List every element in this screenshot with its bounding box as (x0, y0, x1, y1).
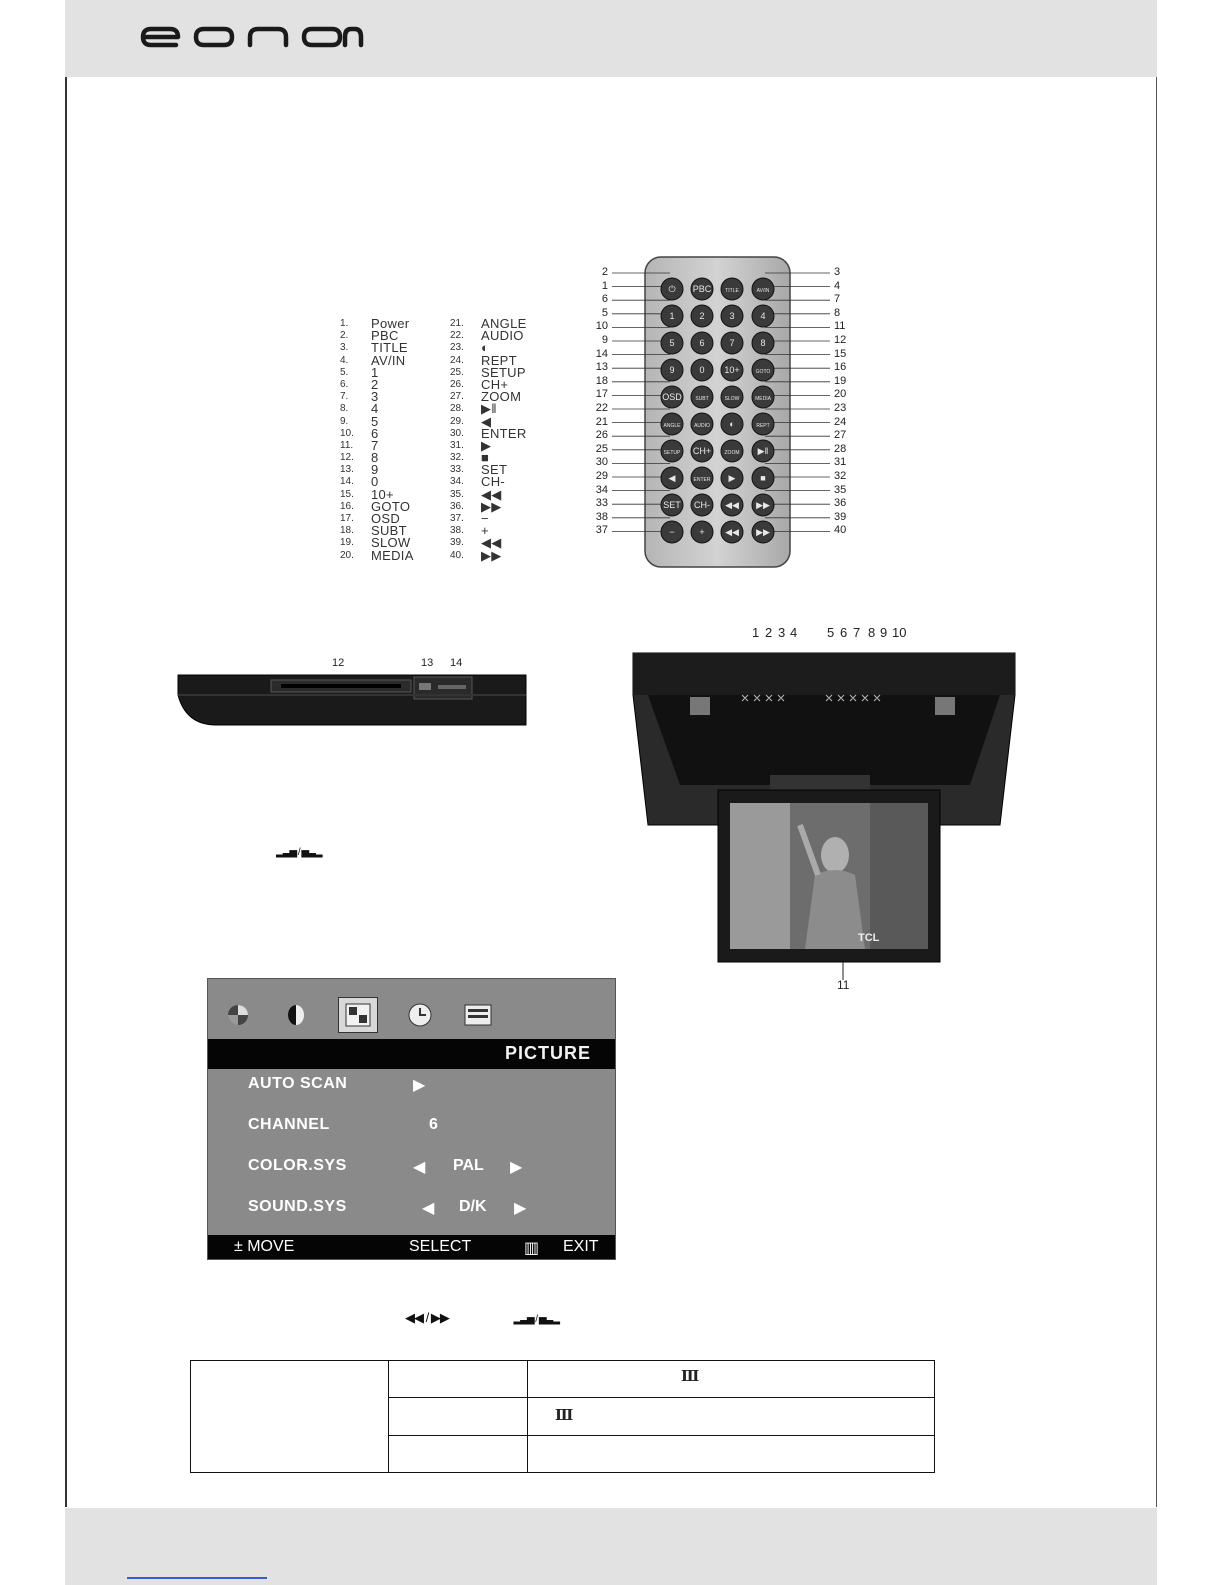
volume-icon: ▂▃▅ / ▅▃▂ (276, 847, 322, 858)
ceiling-top-label: 7 (853, 625, 861, 640)
legend-label: SUBT (371, 523, 407, 539)
remote-button-label: OSD (662, 392, 682, 402)
prev-next-icon: ◀◀ / ▶▶ (405, 1310, 449, 1325)
legend-number: 32. (450, 452, 464, 464)
remote-button-label: 9 (669, 365, 675, 375)
clock-icon[interactable] (404, 999, 436, 1031)
remote-button-label: SETUP (663, 450, 681, 456)
roman-numeral: Ⅲ (555, 1406, 574, 1425)
remote-button-label: ▶‖ (757, 446, 769, 456)
osd-row-key: COLOR.SYS (248, 1157, 347, 1174)
ceiling-label-11: 11 (837, 978, 850, 992)
legend-item (450, 403, 560, 415)
roman-numeral: Ⅲ (681, 1367, 700, 1385)
legend-number: 28. (450, 403, 464, 415)
legend-item (450, 464, 560, 476)
remote-button-label: ◐ (729, 419, 735, 429)
osd-row-value: PAL (453, 1157, 484, 1174)
legend-number: 4. (340, 354, 349, 366)
legend-number: 37. (450, 513, 464, 524)
osd-picture-menu (207, 978, 616, 1260)
callout-number: 9 (601, 334, 608, 346)
callout-number: 28 (834, 442, 847, 455)
remote-button-label: 4 (760, 311, 766, 321)
osd-title: PICTURE (504, 1043, 591, 1063)
legend-item (340, 476, 450, 488)
legend-number: 21. (450, 318, 464, 329)
legend-number: 25. (450, 366, 464, 378)
legend-number: 34. (450, 476, 464, 488)
remote-button-label: 7 (729, 338, 735, 348)
remote-button-label: AUDIO (694, 423, 710, 429)
legend-number: 7. (340, 391, 349, 403)
legend-label: − (481, 511, 489, 526)
osd-row-sound-sys[interactable] (248, 1196, 608, 1220)
legend-number: 24. (450, 354, 464, 366)
callout-number: 39 (834, 510, 847, 523)
screen-logo: TCL (858, 932, 880, 944)
legend-item (340, 352, 450, 368)
legend-item (340, 403, 450, 415)
osd-row-value: 6 (429, 1116, 438, 1133)
legend-number: 26. (450, 378, 464, 390)
legend-item (340, 413, 450, 429)
callout-number: 31 (834, 456, 847, 469)
right-arrow-icon[interactable]: ▶ (510, 1159, 523, 1176)
callout-number: 17 (595, 388, 608, 401)
legend-column-right (450, 318, 560, 562)
legend-number: 20. (340, 549, 354, 561)
legend-label: 5 (371, 413, 379, 429)
callout-number: 34 (595, 483, 608, 496)
callout-number: 10 (595, 320, 608, 333)
legend-number: 2. (340, 330, 349, 342)
legend-label: REPT (481, 352, 517, 368)
callout-number: 25 (595, 442, 608, 455)
legend-item (340, 464, 450, 476)
legend-label: 9 (371, 462, 379, 478)
callout-number: 5 (601, 306, 608, 319)
legend-label: MEDIA (371, 547, 414, 563)
legend-label: ◀◀ (481, 535, 502, 551)
remote-control-image (590, 255, 860, 575)
legend-number: 35. (450, 488, 464, 500)
legend-label: 4 (371, 401, 379, 417)
table-cell (389, 1398, 528, 1435)
legend-label: 3 (371, 389, 379, 405)
legend-number: 8. (340, 403, 349, 415)
legend-number: 40. (450, 549, 464, 561)
legend-item (450, 537, 560, 549)
table-row (191, 1361, 935, 1398)
remote-button-label: PBC (692, 284, 712, 294)
callout-number: 23 (834, 402, 847, 414)
legend-item (340, 391, 450, 403)
legend-column-left (340, 318, 450, 562)
callout-number: 1 (601, 279, 608, 292)
legend-number: 16. (340, 500, 354, 512)
legend-label: ANGLE (481, 316, 527, 331)
callout-number: 40 (834, 524, 847, 537)
legend-item (450, 486, 560, 502)
remote-button-label: ENTER (693, 477, 711, 483)
legend-label: ◐ (481, 340, 490, 356)
dvd-front-panel (176, 655, 531, 735)
legend-label: ■ (481, 450, 490, 466)
remote-button-label: SET (663, 500, 681, 510)
legend-label: ENTER (481, 425, 527, 441)
callout-number: 7 (834, 293, 841, 306)
legend-number: 11. (340, 439, 354, 451)
table-cell (528, 1398, 935, 1435)
remote-button-label: REPT (756, 423, 770, 429)
callout-number: 36 (834, 497, 847, 510)
spec-table (190, 1360, 935, 1473)
page-border-right (1156, 77, 1157, 1507)
legend-label: SLOW (371, 535, 411, 551)
page-footer (65, 1508, 1157, 1585)
osd-row-auto-scan[interactable] (248, 1073, 608, 1097)
legend-label: 2 (371, 376, 379, 392)
callout-number: 8 (834, 306, 841, 319)
remote-button-label: CH+ (692, 446, 712, 456)
remote-button-label: 3 (729, 311, 735, 321)
callout-number: 11 (834, 320, 846, 333)
legend-number: 12. (340, 452, 354, 464)
osd-row-key: SOUND.SYS (248, 1198, 347, 1215)
legend-label: ▶‖ (481, 401, 497, 417)
legend-number: 14. (340, 476, 354, 488)
legend-number: 33. (450, 464, 464, 476)
ceiling-top-label: 6 (840, 625, 848, 640)
legend-item (450, 391, 560, 403)
callout-number: 6 (601, 293, 608, 306)
remote-button-label: ■ (760, 473, 766, 483)
callout-number: 15 (834, 347, 847, 360)
callout-number: 14 (595, 347, 608, 360)
ceiling-top-label: 3 (778, 625, 786, 640)
remote-button-label: TITLE (725, 288, 739, 294)
legend-label: AUDIO (481, 328, 524, 344)
legend-number: 30. (450, 427, 464, 439)
legend-number: 1. (340, 318, 349, 329)
osd-row-key: CHANNEL (248, 1116, 330, 1133)
legend-label: SET (481, 462, 508, 478)
legend-item (450, 476, 560, 488)
remote-button-label: 2 (699, 311, 705, 321)
legend-label: + (481, 523, 489, 539)
table-cell (528, 1435, 935, 1472)
osd-select-hint: SELECT (409, 1238, 472, 1255)
legend-item (340, 376, 450, 392)
picture-tab-icon[interactable] (338, 997, 378, 1033)
legend-item (450, 547, 560, 563)
volume-icon: ▂▃▅ / ▅▃▂ (513, 1314, 559, 1325)
callout-number: 26 (595, 429, 608, 442)
legend-label: Power (371, 316, 410, 331)
legend-label: ◀◀ (481, 486, 502, 502)
remote-button-label: ZOOM (724, 450, 740, 456)
legend-number: 13. (340, 464, 354, 476)
legend-item (450, 525, 560, 537)
callout-number: 19 (834, 374, 847, 387)
legend-number: 22. (450, 330, 464, 342)
remote-button-label: 6 (699, 338, 705, 348)
ceiling-top-label: 5 (827, 625, 835, 640)
ceiling-monitor-image (630, 625, 1020, 1000)
footer-link[interactable] (127, 1577, 267, 1579)
legend-number: 39. (450, 537, 464, 549)
osd-move-hint: ± MOVE (234, 1238, 295, 1255)
callout-number: 20 (834, 388, 847, 401)
callout-number: 18 (595, 374, 608, 387)
remote-button-label: AV/IN (756, 288, 770, 294)
remote-button-label: ⏻ (668, 284, 676, 294)
legend-label: TITLE (371, 340, 408, 356)
remote-button-label: SUBT (695, 396, 709, 402)
remote-button-label: 0 (699, 365, 705, 375)
remote-button-label: ◀◀ (725, 527, 739, 537)
remote-button-label: SLOW (724, 396, 740, 402)
osd-row-color-sys[interactable] (248, 1155, 608, 1179)
ceiling-top-label: 4 (790, 625, 798, 640)
remote-button-label: 10+ (724, 365, 740, 375)
remote-button-label: ▶▶ (756, 500, 770, 510)
legend-item (450, 513, 560, 525)
callout-number: 24 (834, 415, 847, 428)
callout-number: 27 (834, 429, 847, 442)
legend-number: 10. (340, 427, 354, 439)
remote-button-label: ▶ (728, 473, 736, 483)
legend-number: 17. (340, 513, 354, 524)
callout-number: 35 (834, 483, 847, 496)
legend-label: 10+ (371, 486, 394, 502)
legend-item (340, 425, 450, 441)
settings-panel-icon[interactable] (462, 999, 494, 1031)
legend-number: 27. (450, 391, 464, 403)
osd-icon-bar (222, 997, 494, 1033)
legend-number: 15. (340, 488, 354, 500)
callout-number: 29 (595, 470, 608, 482)
callout-number: 21 (595, 415, 608, 428)
legend-label: GOTO (371, 498, 411, 514)
left-arrow-icon[interactable]: ◀ (422, 1200, 435, 1217)
remote-control-diagram (590, 255, 860, 575)
table-cell (389, 1435, 528, 1472)
ceiling-top-label: 9 (880, 625, 888, 640)
legend-label: ▶ (481, 437, 492, 453)
play-arrow-icon: ▶ (413, 1077, 426, 1094)
table-cell (191, 1361, 389, 1473)
table-cell (389, 1361, 528, 1398)
legend-item (450, 425, 560, 441)
table-cell (528, 1361, 935, 1398)
osd-title-bar (208, 1039, 615, 1069)
legend-item (450, 437, 560, 453)
callout-number: 12 (834, 334, 847, 346)
legend-number: 36. (450, 500, 464, 512)
callout-number: 13 (595, 361, 608, 374)
callout-number: 3 (834, 266, 841, 278)
legend-label: AV/IN (371, 352, 406, 368)
osd-exit-hint: EXIT (563, 1238, 599, 1255)
legend-label: 8 (371, 450, 379, 466)
front-label-12: 12 (332, 657, 345, 669)
callout-number: 38 (595, 510, 608, 523)
remote-button-label: − (669, 527, 675, 537)
navigation-icons (405, 1310, 559, 1326)
legend-number: 3. (340, 342, 349, 354)
callout-number: 33 (595, 497, 608, 510)
remote-button-label: ▶▶ (756, 527, 770, 537)
remote-button-label: 8 (760, 338, 766, 348)
legend-item (340, 364, 450, 380)
remote-button-label: ANGLE (663, 423, 681, 429)
legend-item (450, 330, 560, 342)
callout-number: 37 (595, 524, 608, 537)
page-border-left (65, 77, 67, 1507)
legend-item (340, 437, 450, 453)
remote-button-label: 5 (669, 338, 675, 348)
front-label-13: 13 (421, 657, 434, 669)
front-label-14: 14 (450, 657, 463, 669)
legend-label: 7 (371, 437, 379, 453)
legend-label: ▶▶ (481, 547, 502, 563)
osd-row-channel[interactable] (248, 1114, 608, 1138)
legend-label: ◀ (481, 413, 492, 429)
legend-label: OSD (371, 511, 401, 526)
remote-button-label: GOTO (755, 369, 771, 375)
remote-button-label: ◀ (668, 473, 676, 483)
legend-number: 23. (450, 342, 464, 354)
remote-button-label: MEDIA (755, 396, 771, 402)
legend-label: CH- (481, 474, 506, 490)
legend-label: 1 (371, 364, 379, 380)
osd-footer-bar (208, 1235, 615, 1259)
legend-label: PBC (371, 328, 399, 344)
menu-icon: ▥ (524, 1240, 540, 1257)
contrast-icon[interactable] (280, 999, 312, 1031)
legend-number: 6. (340, 378, 349, 390)
eonon-logo (140, 26, 365, 53)
remote-button-label: + (699, 527, 705, 537)
ceiling-top-label: 8 (868, 625, 876, 640)
remote-button-label: ◀◀ (725, 500, 739, 510)
legend-number: 9. (340, 415, 349, 427)
callout-number: 30 (595, 456, 608, 469)
legend-number: 19. (340, 537, 354, 549)
legend-number: 38. (450, 525, 464, 537)
legend-item (340, 547, 450, 563)
legend-label: CH+ (481, 376, 509, 392)
callout-number: 32 (834, 470, 847, 482)
osd-row-value: D/K (459, 1198, 487, 1215)
legend-label: SETUP (481, 364, 526, 380)
callout-number: 16 (834, 361, 847, 374)
legend-label: ▶▶ (481, 498, 502, 514)
legend-number: 29. (450, 415, 464, 427)
legend-item (340, 452, 450, 464)
remote-button-label: 1 (669, 311, 675, 321)
legend-item (450, 498, 560, 514)
callout-number: 2 (601, 266, 608, 278)
osd-row-key: AUTO SCAN (248, 1075, 348, 1092)
callout-number: 4 (834, 279, 841, 292)
ceiling-top-label: 10 (892, 625, 907, 640)
legend-label: ZOOM (481, 389, 522, 405)
left-arrow-icon[interactable]: ◀ (413, 1159, 426, 1176)
legend-number: 18. (340, 525, 354, 537)
remote-button-label: CH- (694, 500, 710, 510)
color-wheel-icon[interactable] (222, 999, 254, 1031)
ceiling-top-label: 2 (765, 625, 773, 640)
legend-label: 6 (371, 425, 379, 441)
right-arrow-icon[interactable]: ▶ (514, 1200, 527, 1217)
ceiling-top-label: 1 (752, 625, 760, 640)
callout-number: 22 (595, 402, 608, 414)
legend-number: 5. (340, 366, 349, 378)
legend-label: 0 (371, 474, 379, 490)
legend-number: 31. (450, 439, 464, 451)
